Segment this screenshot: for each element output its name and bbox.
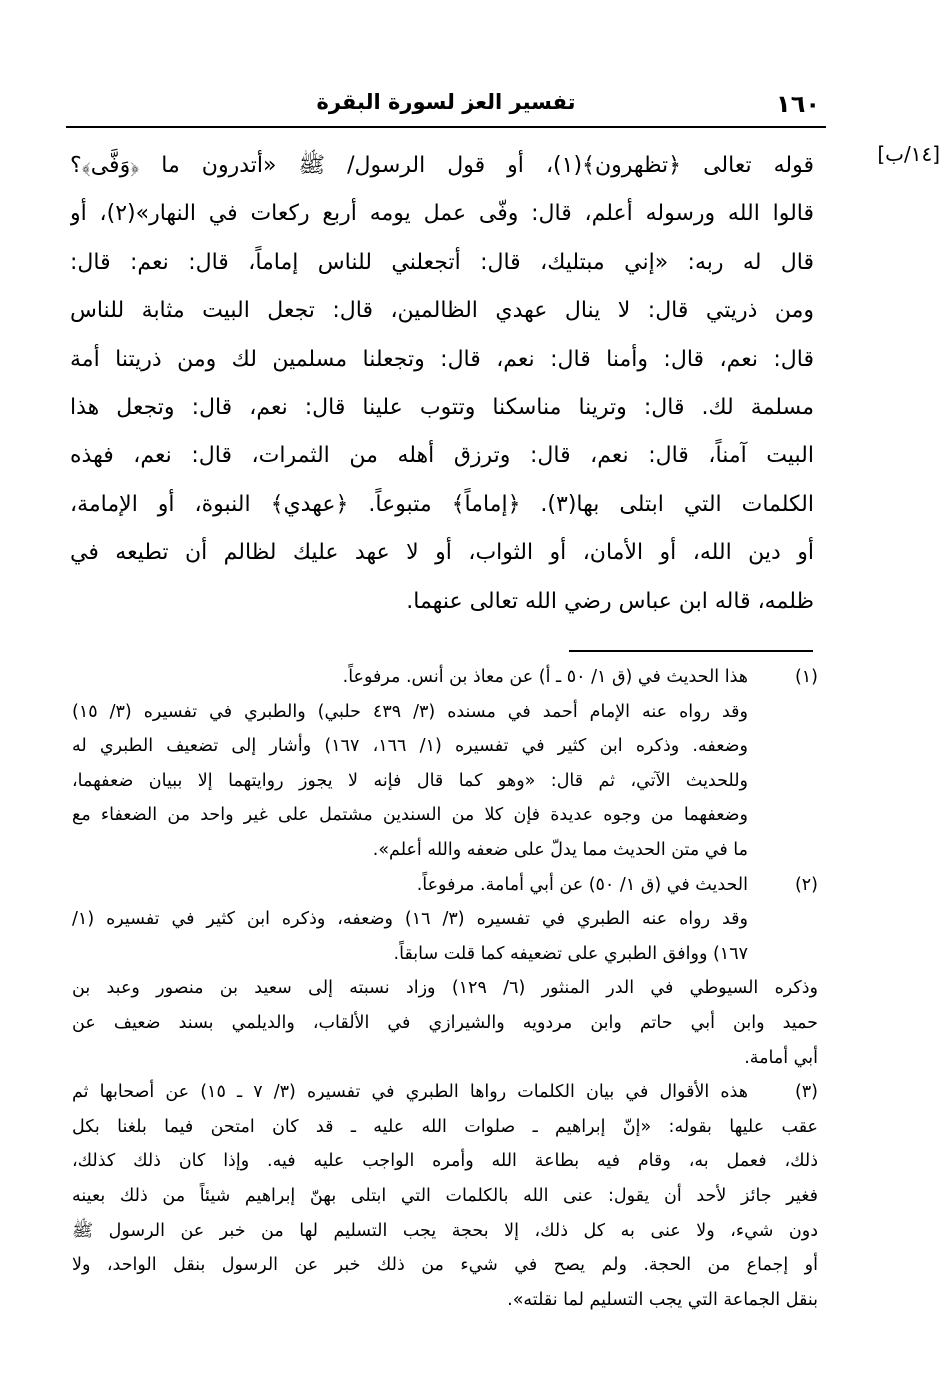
footnote-text: أو إجماع من الحجة. ولم يصح في شيء من ذلك خبر عن الرسول بنقل الواحد، ولا [72,1255,818,1276]
main-text-line: قال له ربه: «إني مبتليك، قال: أتجعلني للناس إماماً، قال: نعم: قال: [70,249,814,275]
footnote-line [72,1041,818,1076]
footnote-line [72,833,818,868]
page-header [66,88,826,122]
footnote-line [72,1214,818,1249]
footnote-line [72,729,818,764]
running-title: تفسير العز لسورة البقرة [316,90,576,114]
footnote-line [72,1006,818,1041]
footnote-line [72,764,818,799]
main-text-line: قالوا الله ورسوله أعلم، قال: وفّى عمل يومه أربع ركعات في النهار»(٢)، أو [70,201,814,227]
footnote-text: هذه الأقوال في بيان الكلمات رواها الطبري في تفسيره (٣/ ٧ ـ ١٥) عن أصحابها ثم [72,1082,748,1103]
folio-marker: [١٤/ب] [877,142,940,166]
footnote-text: وقد رواه عنه الإمام أحمد في مسنده (٣/ ٤٣٩ حلبي) والطبري في تفسيره (٣/ ١٥) [72,701,748,722]
footnote-line [72,1110,818,1145]
header-rule [66,126,826,128]
footnotes [72,660,818,1317]
footnote-line [72,660,818,695]
footnote-line [72,1283,818,1318]
footnote-text: ما في متن الحديث مما يدلّ على ضعفه والله أعلم». [372,839,748,860]
footnote-text: فغير جائز لأحد أن يقول: عنى الله بالكلمات التي ابتلى بهنّ إبراهيم شيئاً من ذلك بعينه [72,1185,818,1206]
main-text-line: ومن ذريتي قال: لا ينال عهدي الظالمين، قال: تجعل البيت مثابة للناس [70,298,814,324]
footnote-number: (٣) [794,1082,818,1103]
main-text-line: مسلمة لك. قال: وترينا مناسكنا وتتوب علينا قال: نعم، قال: وتجعل هذا [70,394,814,420]
footnote-separator [569,650,813,652]
footnote-text: هذا الحديث في (ق ١/ ٥٠ ـ أ) عن معاذ بن أنس. مرفوعاً. [342,667,748,687]
footnote-line [72,1144,818,1179]
footnote-text: وذكره السيوطي في الدر المنثور (٦/ ١٢٩) وزاد نسبته إلى سعيد بن منصور وعبد بن [72,978,818,999]
footnote-text: وقد رواه عنه الطبري في تفسيره (٣/ ١٦) وضعفه، وذكره ابن كثير في تفسيره (١/ [72,909,748,930]
footnote-line [72,1075,818,1110]
footnote-text: الحديث في (ق ١/ ٥٠) عن أبي أمامة. مرفوعاً. [416,874,748,895]
footnote-line [72,695,818,730]
main-text-line: قال: نعم، قال: وأمنا قال: نعم، قال: وتجعلنا مسلمين لك ومن ذريتنا أمة [70,346,814,372]
footnote-line [72,868,818,903]
footnote-text: دون شيء، ولا عنى به كل ذلك، إلا بحجة يجب التسليم لها من خبر عن الرسول ﷺ [72,1220,818,1241]
main-text-line: الكلمات التي ابتلى بها(٣). ﴿إماماً﴾ متبوعاً. ﴿عهدي﴾ النبوة، أو الإمامة، [70,491,814,517]
main-text [70,142,814,626]
footnote-text: عقب عليها بقوله: «إنّ إبراهيم ـ صلوات الله عليه ـ قد كان امتحن فيما بلغنا بكل [72,1116,818,1137]
footnote-text: وضعفه. وذكره ابن كثير في تفسيره (١/ ١٦٦، ١٦٧) وأشار إلى تضعيف الطبري له [72,736,748,757]
footnote-text: وضعفهما من وجوه عديدة فإن كلا من السندين مشتمل على غير واحد من الضعفاء مع [72,805,748,826]
footnote-line [72,902,818,937]
main-text-line: قوله تعالى ﴿تظهرون﴾(١)، أو قول الرسول/ ﷺ «أتدرون ما ﴿وَفَّى﴾؟ [70,153,814,178]
footnote-line [72,1179,818,1214]
footnote-text: ذلك، فعمل به، وقام فيه بطاعة الله وأمره الواجب عليه فيه. وإذا كان ذلك كذلك، [72,1151,818,1172]
footnote-text: حميد وابن أبي حاتم وابن مردويه والشيرازي في الألقاب، والديلمي بسند ضعيف عن [72,1012,818,1033]
footnote-line [72,971,818,1006]
footnote-text: بنقل الجماعة التي يجب التسليم لما نقلته». [507,1289,818,1310]
footnote-number: (١) [794,667,818,687]
footnote-line [72,1248,818,1283]
main-text-line: ظلمه، قاله ابن عباس رضي الله تعالى عنهما. [406,588,814,614]
main-text-line: أو دين الله، أو الأمان، أو الثواب، أو لا عهد عليك لظالم أن تطيعه في [70,540,814,566]
footnote-text: وللحديث الآتي، ثم قال: «وهو كما قال فإنه لا يجوز روايتهما إلا ببيان ضعفهما، [72,770,748,791]
page-number: ١٦٠ [776,90,820,118]
footnote-number: (٢) [794,874,818,895]
main-text-line: البيت آمناً، قال: نعم، قال: وترزق أهله من الثمرات، قال: نعم، فهذه [70,443,814,469]
footnote-text: أبي أمامة. [744,1047,818,1068]
footnote-line [72,937,818,972]
footnote-text: ١٦٧) ووافق الطبري على تضعيفه كما قلت سابقاً. [393,943,748,964]
footnote-line [72,798,818,833]
